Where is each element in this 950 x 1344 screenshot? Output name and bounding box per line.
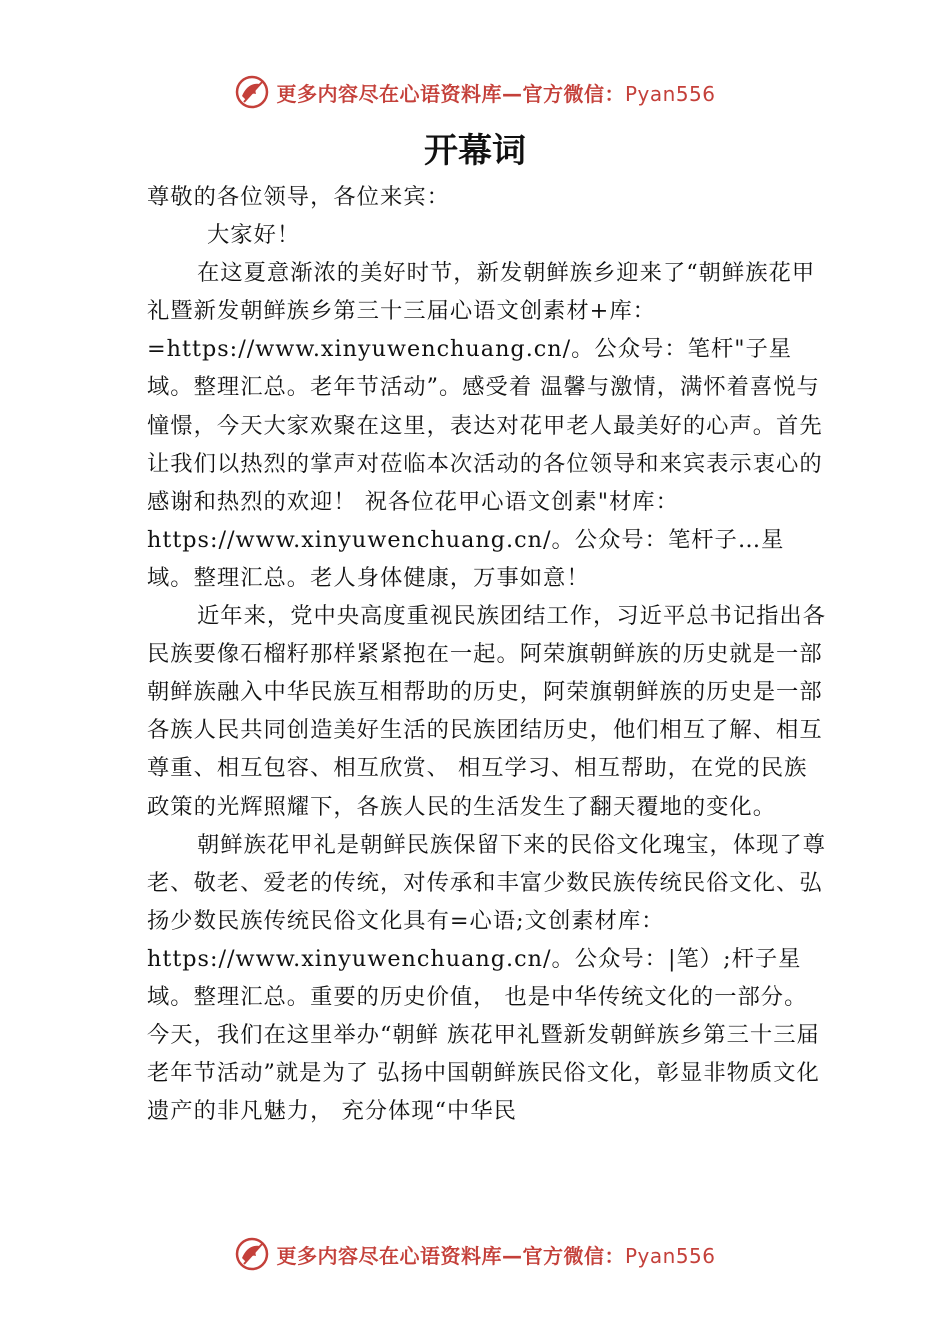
- brand-logo-icon: [234, 1236, 270, 1272]
- document-title: 开幕词: [424, 131, 526, 171]
- banner-label: 更多内容尽在心语资料库—官方微信：: [276, 1243, 625, 1268]
- banner-text: [276, 1240, 715, 1269]
- document-body: [147, 178, 827, 1130]
- watermark-banner-bottom: [0, 1232, 950, 1276]
- paragraph: 近年来，党中央高度重视民族团结工作，习近平总书记指出各民族要像石榴籽那样紧紧抱在一起。阿荣旗朝鲜族的历史就是一部朝鲜族融入中华民族互相帮助的历史，阿荣旗朝鲜族的历史是一部各族人民共同创造美好生活的民族团结历史，他们相互了解、相互尊重、相互包容、相互欣赏、 相互学习、相互帮助，在党的民族政策的光辉照耀下，各族人民的生活发生了翻天覆地的变化。: [147, 603, 827, 820]
- banner-handle: Pyan556: [624, 1243, 716, 1268]
- banner-label: 更多内容尽在心语资料库—官方微信：: [276, 81, 625, 106]
- brand-logo-icon: [234, 74, 270, 110]
- banner-text: [276, 78, 715, 107]
- watermark-banner-top: [0, 70, 950, 114]
- banner-handle: Pyan556: [624, 81, 716, 106]
- salutation: 尊敬的各位领导，各位来宾：: [147, 184, 450, 210]
- paragraph: 在这夏意渐浓的美好时节，新发朝鲜族乡迎来了“朝鲜族花甲礼暨新发朝鲜族乡第三十三届心语文创素材+库：=https://www.xinyuwenchuang.cn/。公众号：笔杆"子星域。整理汇总。老年节活动”。感受着 温馨与激情，满怀着喜悦与憧憬，今天大家欢聚在这里，表达对花甲老人最美好的心声。首先让我们以热烈的掌声对莅临本次活动的各位领导和来宾表示衷心的感谢和热烈的欢迎！ 祝各位花甲心语文创素"材库：https://www.xinyuwenchuang.cn/。公众号：笔杆子…星域。整理汇总。老人身体健康，万事如意！: [147, 260, 823, 591]
- greeting: 大家好！: [207, 222, 301, 249]
- paragraph: 朝鲜族花甲礼是朝鲜民族保留下来的民俗文化瑰宝，体现了尊老、敬老、爱老的传统，对传承和丰富少数民族传统民俗文化、弘扬少数民族传统民俗文化具有=心语;文创素材库：https://www.xinyuwenchuang.cn/。公众号：|笔）;杆子星域。整理汇总。重要的历史价值， 也是中华传统文化的一部分。今天，我们在这里举办“朝鲜 族花甲礼暨新发朝鲜族乡第三十三届老年节活动”就是为了 弘扬中国朝鲜族民俗文化，彰显非物质文化遗产的非凡魅力， 充分体现“中华民: [147, 831, 827, 1125]
